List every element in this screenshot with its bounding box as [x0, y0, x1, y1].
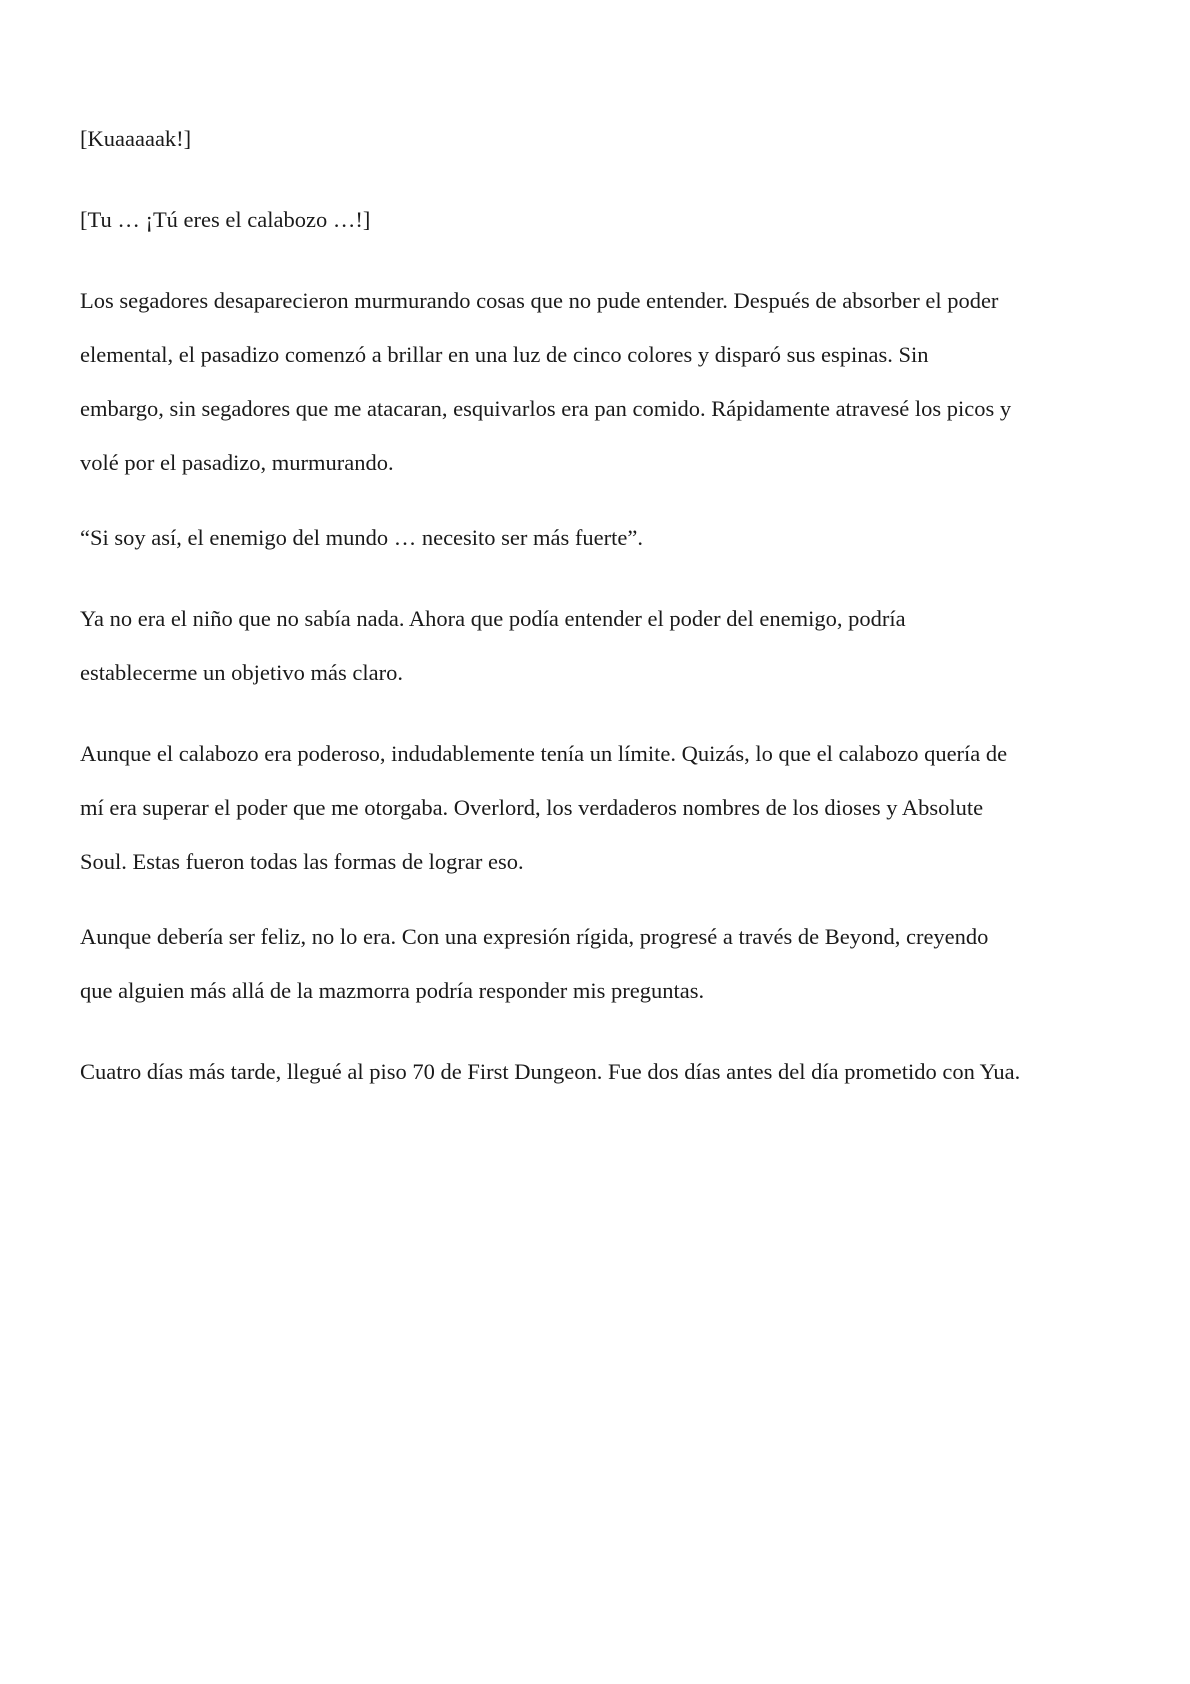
text-line: [Tu … ¡Tú eres el calabozo …!]	[80, 207, 371, 232]
paragraph-exclamation	[80, 112, 1130, 166]
paragraph-limite	[80, 727, 1130, 889]
text-line: “Si soy así, el enemigo del mundo … necesito ser más fuerte”.	[80, 525, 643, 550]
paragraph-dialogue-calabozo	[80, 193, 1130, 247]
paragraph-quote	[80, 511, 1130, 565]
paragraph-segadores	[80, 274, 1130, 490]
text-line: [Kuaaaaak!]	[80, 126, 192, 151]
text-line: elemental, el pasadizo comenzó a brillar en una luz de cinco colores y disparó sus espinas. Sin	[80, 342, 929, 367]
paragraph-feliz	[80, 910, 1130, 1018]
text-line: embargo, sin segadores que me atacaran, esquivarlos era pan comido. Rápidamente atravesé los picos y	[80, 396, 1012, 421]
text-line: establecerme un objetivo más claro.	[80, 660, 403, 685]
text-line: mí era superar el poder que me otorgaba. Overlord, los verdaderos nombres de los dioses y Absolute	[80, 795, 984, 820]
text-line: volé por el pasadizo, murmurando.	[80, 450, 394, 475]
paragraph-cuatro-dias	[80, 1045, 1130, 1099]
text-line: que alguien más allá de la mazmorra podría responder mis preguntas.	[80, 978, 705, 1003]
text-line: Cuatro días más tarde, llegué al piso 70 de First Dungeon. Fue dos días antes del día prometido con Yua.	[80, 1059, 1021, 1084]
text-line: Soul. Estas fueron todas las formas de lograr eso.	[80, 849, 524, 874]
text-line: Aunque el calabozo era poderoso, indudablemente tenía un límite. Quizás, lo que el calabozo quería de	[80, 741, 1008, 766]
text-line: Los segadores desaparecieron murmurando cosas que no pude entender. Después de absorber el poder	[80, 288, 999, 313]
text-line: Aunque debería ser feliz, no lo era. Con una expresión rígida, progresé a través de Beyond, creyendo	[80, 924, 989, 949]
paragraph-nino	[80, 592, 1130, 700]
text-line: Ya no era el niño que no sabía nada. Ahora que podía entender el poder del enemigo, podría	[80, 606, 906, 631]
